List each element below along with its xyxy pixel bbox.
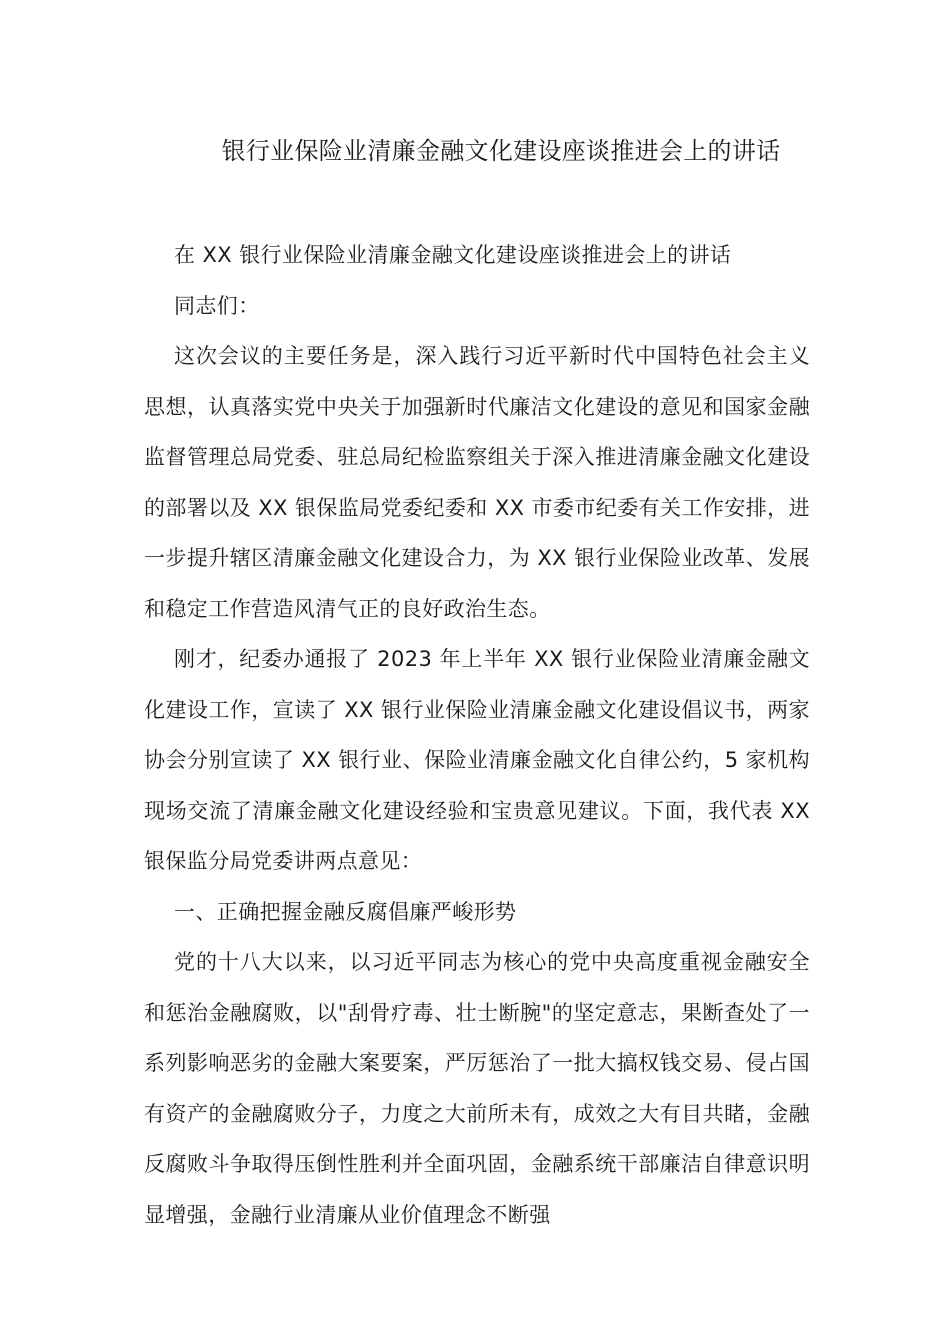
paragraph-salutation: 同志们： (174, 293, 260, 318)
document-title (0, 134, 950, 168)
document-title-text: 银行业保险业清廉金融文化建设座谈推进会上的讲话 (221, 137, 781, 165)
paragraph-anticorruption: 党的十八大以来，以习近平同志为核心的党中央高度重视金融安全和惩治金融腐败，以"刮骨疗毒、壮士断腕"的坚定意志，果断查处了一系列影响恶劣的金融大案要案，严厉惩治了一批大搞权钱交易、侵占国有资产的金融腐败分子，力度之大前所未有，成效之大有目共睹，金融反腐败斗争取得压倒性胜利并全面巩固，金融系统干部廉洁自律意识明显增强，金融行业清廉从业价值理念不断强 (144, 950, 810, 1227)
paragraph-subtitle: 在 XX 银行业保险业清廉金融文化建设座谈推进会上的讲话 (174, 243, 732, 267)
paragraph-meeting-task: 这次会议的主要任务是，深入践行习近平新时代中国特色社会主义思想，认真落实党中央关于加强新时代廉洁文化建设的意见和国家金融监督管理总局党委、驻总局纪检监察组关于深入推进清廉金融文化建设的部署以及 XX 银保监局党委纪委和 XX 市委市纪委有关工作安排，进一步提升辖区清廉金融文化建设合力，为 XX 银行业保险业改革、发展和稳定工作营造风清气正的良好政治生态。 (144, 344, 810, 621)
paragraph-review: 刚才，纪委办通报了 2023 年上半年 XX 银行业保险业清廉金融文化建设工作，宣读了 XX 银行业保险业清廉金融文化建设倡议书，两家协会分别宣读了 XX 银行业、保险业清廉金融文化自律公约，5 家机构现场交流了清廉金融文化建设经验和宝贵意见建议。下面，我代表 XX 银保监分局党委讲两点意见： (144, 647, 810, 873)
document-body (144, 230, 810, 1240)
section-heading-1: 一、正确把握金融反腐倡廉严峻形势 (174, 899, 517, 924)
